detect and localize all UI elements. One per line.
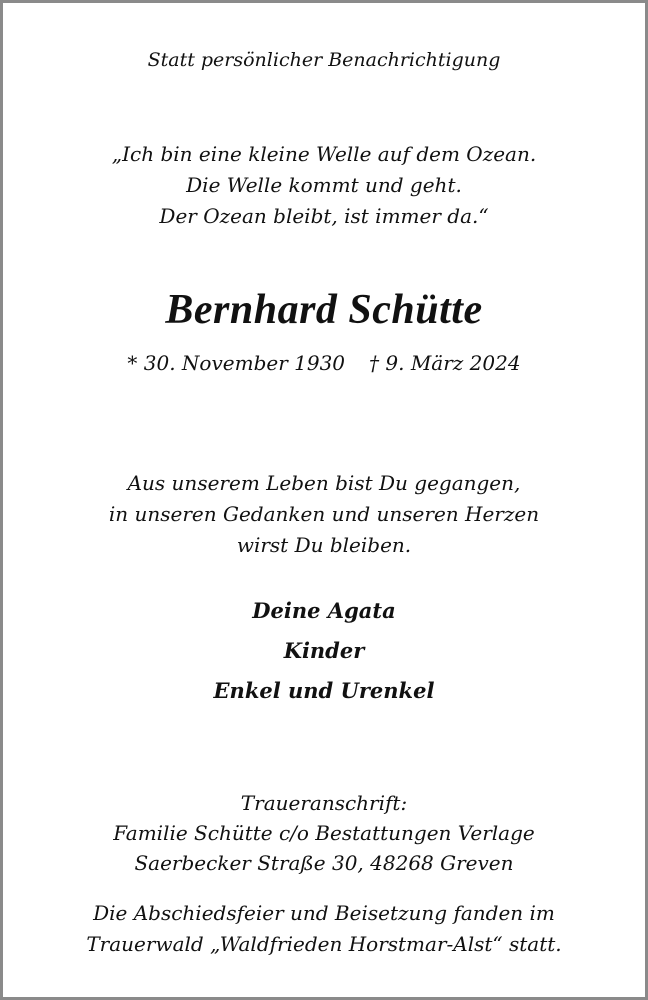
death-date: † 9. März 2024 [369,351,521,375]
address-line: Saerbecker Straße 30, 48268 Greven [134,851,514,875]
verse-line: wirst Du bleiben. [236,533,412,557]
verse-line: Aus unserem Leben bist Du gegangen, [127,471,521,495]
birth-date: * 30. November 1930 [127,351,346,375]
verse-line: in unseren Gedanken und unseren Herzen [108,502,540,526]
quote-line: „Ich bin eine kleine Welle auf dem Ozean. [111,142,537,166]
verse-block [3,468,645,561]
mourner-line: Kinder [283,638,365,663]
quote-block [3,139,645,232]
mourners-block [3,591,645,711]
address-line: Familie Schütte c/o Bestattungen Verlage [113,821,535,845]
quote-line: Die Welle kommt und geht. [186,173,462,197]
address-line: Traueranschrift: [240,791,408,815]
mourner-line: Deine Agata [252,598,396,623]
life-dates [3,351,645,375]
notice-heading: Statt persönlicher Benachrichtigung [147,49,501,71]
ceremony-line: Die Abschiedsfeier und Beisetzung fanden im [93,901,555,925]
deceased-name: Bernhard Schütte [165,287,483,333]
mourner-line: Enkel und Urenkel [213,678,435,703]
mourning-address [3,788,645,878]
quote-line: Der Ozean bleibt, ist immer da.“ [159,204,489,228]
ceremony-line: Trauerwald „Waldfrieden Horstmar-Alst“ statt. [86,932,562,956]
ceremony-note [3,898,645,960]
